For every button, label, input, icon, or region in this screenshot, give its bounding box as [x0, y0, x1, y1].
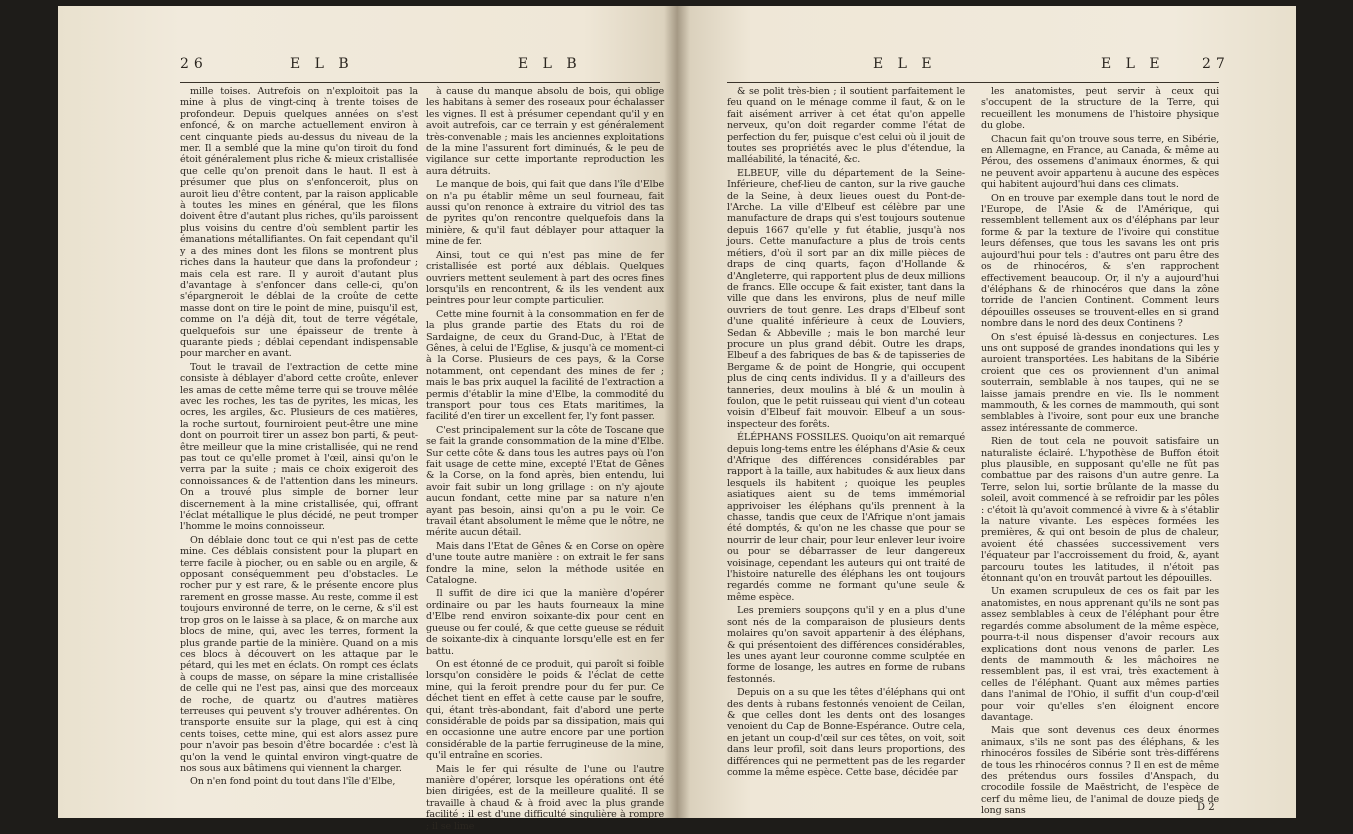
page-number-left: 26: [180, 56, 208, 72]
paragraph: les anatomistes, peut servir à ceux qui s'occupent de la structure de la Terre, qui recueillent les monumens de l'histoire physique du globe.: [981, 86, 1219, 132]
paragraph: Il suffit de dire ici que la manière d'opérer ordinaire ou par les hauts fourneaux la mine d'Elbe rend environ soixante-dix pour cent en gueuse ou fer coulé, & que cette gueuse se réduit de soixante-dix à cinquante lorsqu'elle est en fer battu.: [426, 588, 664, 657]
paragraph: On n'en fond point du tout dans l'île d'Elbe,: [190, 776, 396, 788]
paragraph: C'est principalement sur la côte de Toscane que se fait la grande consommation de la mine d'Elbe. Sur cette côte & dans tous les autres pays où l'on fait usage de cette mine, excepté l'Etat de Gênes & la Corse, on la fond après, bien entendu, lui avoir fait subir un long grillage : on n'y ajoute aucun fondant, cette mine par sa nature n'en ayant pas besoin, ainsi qu'on a pu le voir. Ce travail étant absolument le même que le nôtre, ne mérite aucun détail.: [426, 424, 664, 539]
left-page-column-2: [426, 86, 664, 834]
paragraph: On déblaie donc tout ce qui n'est pas de cette mine. Ces déblais consistent pour la plupart en terre facile à piocher, ou en sable ou en argile, & opposant conséquemment peu d'obstacles. Le rocher pur y est rare, & le présente encore plus rarement en grosse masse. Au reste, comme il est toujours environné de terre, on le cerne, & s'il est trop gros on le laisse à sa place, & on marche aux blocs de mine, qui, avec les terres, forment la plus grande partie de la minière. Quand on a mis ces blocs à découvert on les attaque par le pétard, qui les met en éclats. On rompt ces éclats à coups de masse, on sépare la mine cristallisée de celle qui ne l'est pas, ainsi que des morceaux de roche, de quartz ou d'autres matières terreuses qui peuvent s'y trouver adhérentes. On transporte ensuite sur la plage, qui est à cinq cents toises, cette mine, qui est alors assez pure pour n'avoir pas besoin d'être bocardée : c'est là qu'on la vend le quintal environ vingt-quatre de nos sous aux bâtimens qui viennent la charger.: [180, 534, 418, 774]
paragraph: On en trouve par exemple dans tout le nord de l'Europe, de l'Asie & de l'Amérique, qui ressemblent tellement aux os d'éléphans par leur forme & par la texture de l'ivoire qui constitue leurs défenses, que tous les savans les ont pris aujourd'hui pour tels : d'autres ont paru être des os de rhinocéros, & s'en rapprochent effectivement beaucoup. Or, il n'y a aujourd'hui d'éléphans & de rhinocéros que dans la zône torride de l'ancien Continent. Comment leurs dépouilles osseuses se trouvent-elles en si grand nombre dans le nord des deux Continens ?: [981, 192, 1219, 330]
left-page-header: [58, 56, 677, 78]
paragraph: Chacun fait qu'on trouve sous terre, en Sibérie, en Allemagne, en France, au Canada, & même au Pérou, des ossemens d'animaux énormes, & qui ne peuvent avoir appartenu à aucune des espèces qui habitent aujourd'hui dans ces climats.: [981, 133, 1219, 191]
running-head-left-col1: E L B: [290, 56, 354, 72]
paragraph: Rien de tout cela ne pouvoit satisfaire un naturaliste éclairé. L'hypothèse de Buffon étoit plus plausible, en supposant qu'elle ne fût pas combattue par des raisons d'un autre genre. La Terre, selon lui, sortie brûlante de la masse du soleil, avoit commencé à se refroidir par les pôles : c'étoit là qu'avoit commencé à vivre & à s'établir la nature vivante. Les espèces formées les premières, & qui ont besoin de plus de chaleur, avoient été chassées successivement vers l'équateur par l'accroissement du froid, &, ayant parcouru toutes les latitudes, il n'étoit pas étonnant qu'on en trouvât partout les dépouilles.: [981, 436, 1219, 585]
header-rule-right: [727, 82, 1219, 83]
right-page: [677, 6, 1296, 818]
right-page-header: [677, 56, 1296, 78]
book-spread: [58, 6, 1296, 832]
paragraph: Les premiers soupçons qu'il y en a plus d'une sont nés de la comparaison de plusieurs dents molaires qu'on savoit appartenir à des éléphans, & qui présentoient des différences considérables, les unes ayant leur couronne comme sculptée en forme de losange, les autres en forme de rubans festonnés.: [727, 605, 965, 685]
header-rule-left: [180, 82, 660, 83]
running-head-left-col2: E L B: [518, 56, 582, 72]
paragraph: Un examen scrupuleux de ces os fait par les anatomistes, en nous apprenant qu'ils ne sont pas assez semblables à ceux de l'éléphant pour être regardés comme absolument de la même espèce, pourra-t-il nous dispenser d'avoir recours aux explications dont nous venons de parler. Les dents de mammouth & les mâchoires ne ressemblent pas, il est vrai, très exactement à celles de l'éléphant. Quant aux mêmes parties dans l'animal de l'Ohio, il suffit d'un coup-d'œil pour voir qu'elles s'en éloignent encore davantage.: [981, 586, 1219, 723]
running-head-right-col1: E L E: [873, 56, 937, 72]
paragraph: Ainsi, tout ce qui n'est pas mine de fer cristallisée est porté aux déblais. Quelques ouvriers mettent seulement à part des ocres fines lorsqu'ils en rencontrent, & ils les vendent aux peintres pour leur compte particulier.: [426, 249, 664, 307]
left-page-column-1: [180, 86, 418, 790]
paragraph: Cette mine fournit à la consommation en fer de la plus grande partie des Etats du roi de Sardaigne, de ceux du Grand-Duc, à l'Etat de Gênes, à celui de l'Eglise, & jusqu'à ce moment-ci à la Corse. Plusieurs de ces pays, & la Corse notamment, ont cependant des mines de fer ; mais le bas prix auquel la facilité de l'extraction a permis d'établir la mine d'Elbe, la commodité du transport pour tous ces Etats maritimes, la facilité d'en tirer un excellent fer, l'y font passer.: [426, 308, 664, 423]
paragraph: Depuis on a su que les têtes d'éléphans qui ont des dents à rubans festonnés venoient de Ceilan, & que celles dont les dents ont des losanges venoient du Cap de Bonne-Espérance. Outre cela, en jetant un coup-d'œil sur ces têtes, on voit, soit dans leur profil, soit dans leurs proportions, des différences qui ne permettent pas de les regarder comme la même espèce. Cette base, décidée par: [727, 687, 965, 778]
paragraph: ELBEUF, ville du département de la Seine-Inférieure, chef-lieu de canton, sur la rive gauche de la Seine, à deux lieues ouest du Pont-de-l'Arche. La ville d'Elbeuf est célèbre par une manufacture de draps qui s'est toujours soutenue depuis 1667 qu'elle y fut établie, jusqu'à nos jours. Cette manufacture a plus de trois cents métiers, d'où il sort par an dix mille pièces de draps de cinq quarts, façon d'Hollande & d'Angleterre, qui rapportent plus de deux millions de francs. Elle occupe & fait exister, tant dans la ville que dans les environs, plus de neuf mille ouvriers de tout genre. Les draps d'Elbeuf sont d'une qualité inférieure à ceux de Louviers, Sedan & Abbeville ; mais le bon marché leur procure un plus grand débit. Outre les draps, Elbeuf a des fabriques de bas & de tapisseries de Bergame & de point de Hongrie, qui occupent plus de cinq cents individus. Il y a d'ailleurs des tanneries, deux moulins à blé & un moulin à foulon, que le petit ruisseau qui vient d'un coteau voisin d'Elbeuf fait mouvoir. Elbeuf a un sous-inspecteur des forêts.: [727, 167, 965, 430]
paragraph: Mais dans l'Etat de Gênes & en Corse on opère d'une toute autre manière : on extrait le fer sans fondre la mine, selon la méthode usitée en Catalogne.: [426, 540, 664, 587]
paragraph: ÉLÉPHANS FOSSILES. Quoiqu'on ait remarqué depuis long-tems entre les éléphans d'Asie & ceux d'Afrique des différences considérables par rapport à la taille, aux habitudes & aux lieux dans lesquels ils habitent ; quoique les peuples asiatiques aient su de tems immémorial apprivoiser les éléphans qu'ils prennent à la chasse, tandis que ceux de l'Afrique n'ont jamais été domptés, & qu'on ne les chasse que pour se nourrir de leur chair, pour leur enlever leur ivoire ou pour se débarrasser de leur dangereux voisinage, cependant les auteurs qui ont traité de l'histoire naturelle des éléphans les ont toujours regardés comme ne formant qu'une seule & même espèce.: [727, 432, 965, 603]
paragraph: Tout le travail de l'extraction de cette mine consiste à déblayer d'abord cette croûte, enlever les amas de cette même terre qui se trouve mêlée avec les roches, les tas de pyrites, les micas, les ocres, les argiles, &c. Plusieurs de ces matières, la roche surtout, fourniroient peut-être une mine dont on pourroit tirer un assez bon parti, & peut-être meilleur que la mine cristallisée, qui ne rend pas tout ce qu'elle promet à l'œil, ainsi qu'on le verra par la suite ; mais ce choix exigeroit des connoissances & de l'attention dans les mineurs. On a trouvé plus simple de borner leur discernement à la mine cristallisée, qui, offrant l'éclat métallique le plus décidé, ne peut tromper l'homme le moins connoisseur.: [180, 361, 418, 533]
paragraph: On est étonné de ce produit, qui paroît si foible lorsqu'on considère le poids & l'éclat de cette mine, qui la feroit prendre pour du fer pur. Ce déchet tient en effet à cette cause par le soufre, qui, étant très-abondant, fait d'abord une perte considérable de poids par sa dissipation, mais qui en occasionne une autre encore par une portion considérable de la partie ferrugineuse de la mine, qu'il entraîne en scories.: [426, 658, 664, 762]
book-gutter: [664, 6, 690, 818]
signature-mark: D 2: [1197, 802, 1215, 813]
paragraph: Mais le fer qui résulte de l'une ou l'autre manière d'opérer, lorsque les opérations ont été bien dirigées, est de la meilleure qualité. Il se travaille à chaud & à froid avec la plus grande facilité : il est d'une difficulté singulière à rompre ; il se lime: [426, 763, 664, 832]
page-number-right: 27: [1202, 56, 1230, 72]
right-page-column-1: [727, 86, 965, 780]
paragraph: Le manque de bois, qui fait que dans l'île d'Elbe on n'a pu établir même un seul fourneau, fait aussi qu'on renonce à extraire du vitriol des tas de pyrites qu'on rencontre quelquefois dans la minière, & qu'il faut déblayer pour attaquer la mine de fer.: [426, 179, 664, 248]
running-head-right-col2: E L E: [1101, 56, 1165, 72]
paragraph: & se polit très-bien ; il soutient parfaitement le feu quand on le ménage comme il faut, & on le fait aisément arriver à cet état qu'on appelle nerveux, qu'on doit regarder comme l'état de perfection du fer, puisque c'est celui où il jouit de toutes ses propriétés avec le plus d'étendue, la malléabilité, la ténacité, &c.: [727, 86, 965, 166]
right-page-column-2: [981, 86, 1219, 819]
paragraph: mille toises. Autrefois on n'exploitoit pas la mine à plus de vingt-cinq à trente toises de profondeur. Depuis quelques années on s'est enfoncé, & on marche actuellement environ à cent cinquante pieds au-dessus du niveau de la mer. Il a semblé que la mine qu'on tiroit du fond étoit généralement plus riche & mieux cristallisée que celle qu'on prenoit dans le haut. Il est à présumer que plus on s'enfonceroit, plus on auroit lieu d'être content, par la raison applicable à toutes les mines en général, que les filons doivent être d'autant plus riches, qu'ils paroissent plus voisins du centre d'où semblent partir les émanations métallifiantes. On fait cependant qu'il y a des mines dont les filons se montrent plus riches dans la hauteur que dans la profondeur ; mais cela est rare. Il y auroit d'autant plus d'avantage à s'enfoncer dans celle-ci, qu'on s'épargneroit le déblai de la croûte de cette masse dont on tire le point de mine, puisqu'il est, comme on l'a déjà dit, tout de terre végétale, quelquefois sur une épaisseur de trente à quarante pieds ; déblai cependant indispensable pour marcher en avant.: [180, 86, 418, 360]
left-page: [58, 6, 677, 832]
paragraph: On s'est épuisé là-dessus en conjectures. Les uns ont supposé de grandes inondations qui les y auroient transportées. Les habitans de la Sibérie croient que ces os proviennent d'un animal souterrain, semblable à nos taupes, qui ne se laisse jamais prendre en vie. Ils le nomment mammouth, & les cornes de mammouth, qui sont semblables à l'ivoire, sont pour eux une branche assez intéressante de commerce.: [981, 331, 1219, 434]
paragraph: Mais que sont devenus ces deux énormes animaux, s'ils ne sont pas des éléphans, & les rhinocéros fossiles de Sibérie sont très-différens de tous les rhinocéros connus ? Il en est de même des prétendus ours fossiles d'Anspach, du crocodile fossile de Maëstricht, de l'espèce de cerf du même lieu, de l'animal de douze pieds de long sans: [981, 725, 1219, 817]
paragraph: à cause du manque absolu de bois, qui oblige les habitans à semer des roseaux pour échalasser les vignes. Il est à présumer cependant qu'il y en avoit autrefois, car ce terrain y est généralement très-convenable ; mais les anciennes exploitations de la mine l'assurent fort diminués, & le peu de vigilance sur cette importante reproduction les aura détruits.: [426, 86, 664, 177]
